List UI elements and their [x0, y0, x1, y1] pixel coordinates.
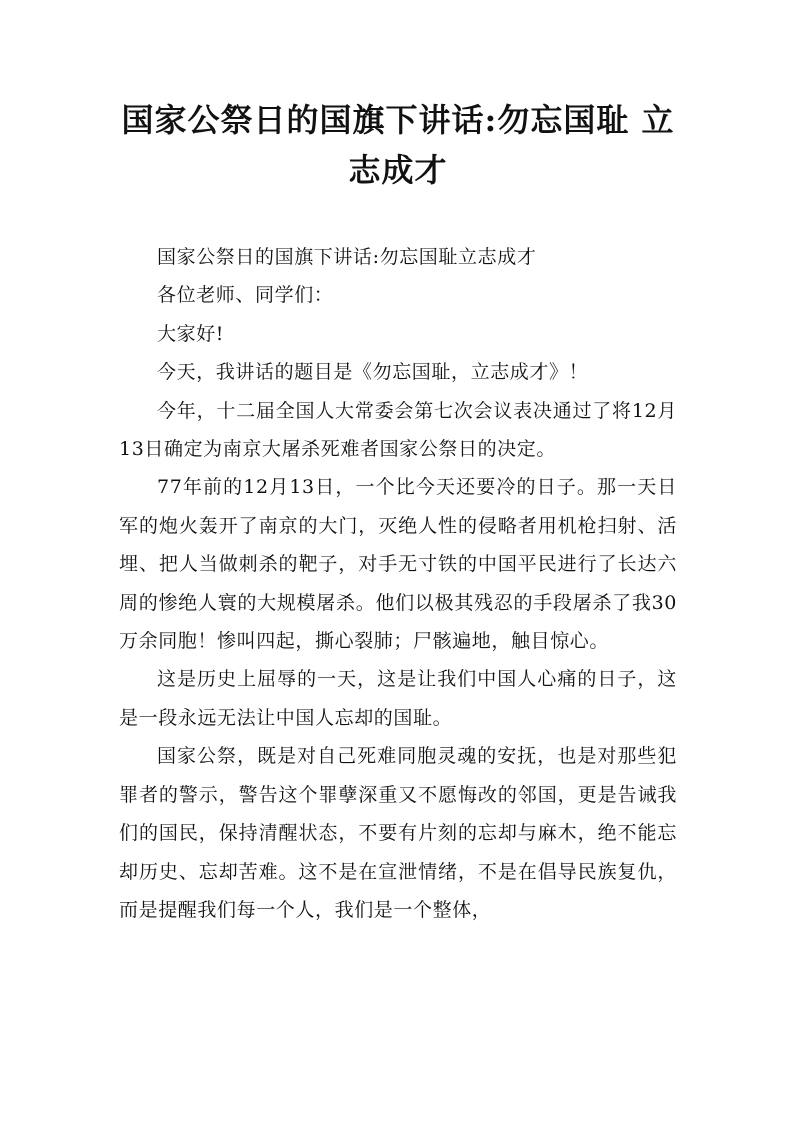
paragraph-heading-repeat: 国家公祭日的国旗下讲话:勿忘国耻立志成才: [157, 246, 537, 268]
paragraph-humiliation: 这是历史上屈辱的一天，这是让我们中国人心痛的日子，这是一段永远无法让中国人忘却的国耻。: [119, 668, 677, 729]
paragraph-history: 77年前的12月13日，一个比今天还要冷的日子。那一天日军的炮火轰开了南京的大门，灭绝人性的侵略者用机枪扫射、活埋、把人当做刺杀的靶子，对手无寸铁的中国平民进行了长达六周的惨绝人寰的大规模屠杀。他们以极其残忍的手段屠杀了我30万余同胞！惨叫四起，撕心裂肺；尸骸遍地，触目惊心。: [119, 476, 677, 653]
document-title: 国家公祭日的国旗下讲话:勿忘国耻 立志成才: [121, 101, 675, 189]
document-body: [119, 238, 677, 929]
paragraph-topic: 今天，我讲话的题目是《勿忘国耻，立志成才》！: [157, 361, 589, 384]
paragraph-greeting: 大家好!: [157, 322, 225, 345]
paragraph-salutation: 各位老师、同学们：: [157, 284, 334, 307]
paragraph-decision: 今年，十二届全国人大常委会第七次会议表决通过了将12月13日确定为南京大屠杀死难者国家公祭日的决定。: [119, 399, 677, 461]
paragraph-commemoration: 国家公祭，既是对自己死难同胞灵魂的安抚，也是对那些犯罪者的警示，警告这个罪孽深重又不愿悔改的邻国，更是告诫我们的国民，保持清醒状态，不要有片刻的忘却与麻木，绝不能忘却历史、忘却苦难。这不是在宣泄情绪，不是在倡导民族复仇，而是提醒我们每一个人，我们是一个整体，: [119, 745, 677, 921]
